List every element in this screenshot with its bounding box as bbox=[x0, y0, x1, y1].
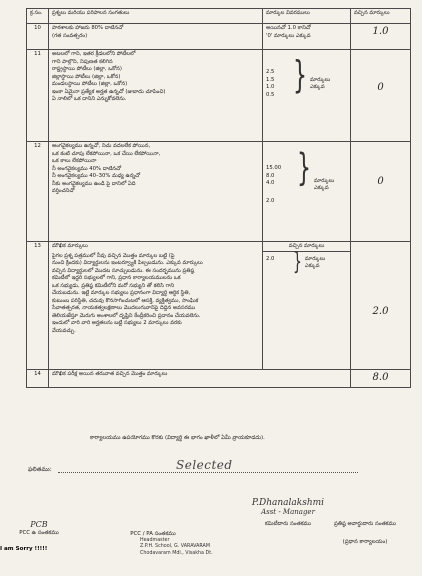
headmaster-stamp bbox=[140, 538, 213, 557]
row-awarded bbox=[351, 24, 411, 50]
handwritten-mark: 8.0 bbox=[372, 372, 389, 383]
result-value: Selected bbox=[176, 458, 233, 472]
row-detail-line: పైగల ప్రశ్న పత్రములో నీవు వచ్చిన మొత్తం మార్కుల బట్టి (పై bbox=[52, 252, 175, 259]
row-details bbox=[49, 50, 263, 142]
criteria-label: మార్కులు bbox=[304, 255, 326, 262]
left-signature-scribble: PCB bbox=[30, 520, 48, 529]
criteria-value: 1.0 bbox=[266, 84, 275, 91]
row-criteria bbox=[263, 242, 351, 370]
row-detail-line: నుంచి క్రిందకు) విద్యార్థులను ఇంటర్వ్యూకి పిల్చబడును. ఎక్కువ మార్కులు bbox=[52, 260, 203, 267]
row-detail-line: రాష్ట్రస్థాయి పోటీలు (జిల్లా, ఒకోన) bbox=[52, 66, 122, 73]
header-details: ప్రశ్నలు మరియు పరిపాలన సంగతులు bbox=[49, 9, 263, 24]
handwritten-mark: 0 bbox=[377, 82, 384, 93]
table-header-row bbox=[27, 9, 411, 24]
header-awarded: వచ్చిన మార్కులు bbox=[351, 9, 411, 24]
row-detail-line: ఇందులో వారి వారి అర్హతలను బట్టి సభ్యులు 2 మార్కులు వరకు bbox=[52, 320, 182, 327]
row-detail-line: వచ్చిన విద్యార్థులలో మొదట సూచ్చుబడును. ఈ సందర్భమును ప్రతిష్ఠ bbox=[52, 267, 195, 274]
footer-caption: I am Sorry !!!!! bbox=[0, 546, 48, 552]
row-awarded bbox=[351, 242, 411, 370]
table-row bbox=[27, 370, 411, 388]
criteria-value: 2.0 bbox=[266, 197, 275, 204]
criteria-value: 15.00 bbox=[266, 165, 282, 171]
row-detail-line: తెలియజేస్తూ మెరుగు అంశాలలో దృష్టిని కేంద్రీకరించి ప్రదానం చేయవలెను. bbox=[52, 312, 201, 319]
criteria-value: 4.0 bbox=[266, 180, 275, 187]
handwritten-mark: 0 bbox=[377, 176, 384, 187]
header-no: క్ర.సం. bbox=[27, 9, 49, 24]
row-detail-line: కుటుంబ పరిస్థితి, చదువు కొనసాగించుటలో ఆసక్తి, వ్యక్తిత్వము, సాంఘిక bbox=[52, 297, 199, 304]
row-detail-line: కమిటీలో ఇద్దరి సభ్యులలో గాని, ప్రధాన కార్యాలయములను ఒక bbox=[52, 275, 181, 282]
row-detail-line: నీకు అంగవైకల్యము ఉండి పై దానిలో ఏది bbox=[52, 180, 136, 187]
row-criteria bbox=[263, 24, 351, 50]
row-awarded bbox=[351, 142, 411, 242]
row-detail-line: చేయబడును. ఇట్టి మార్కుల సభ్యులు ప్రధానంగా విద్యార్థి ఆర్థిక స్థితి, bbox=[52, 290, 191, 297]
row-criteria bbox=[263, 142, 351, 242]
header-criteria: మార్కుల వివరములు bbox=[263, 9, 351, 24]
row-detail-line: గాని పాల్గొని, నిపుణత కలిగిన bbox=[52, 58, 113, 65]
result-label: ఫలితము: bbox=[28, 466, 52, 473]
row-details bbox=[49, 142, 263, 242]
row-details bbox=[49, 24, 263, 50]
row-detail-line: ఒక కాలు లేకపోయినా bbox=[52, 158, 97, 165]
criteria-label: ఎక్కువ bbox=[304, 263, 320, 270]
criteria-label: ఎక్కువ bbox=[310, 84, 325, 91]
criteria-value: 8.0 bbox=[266, 172, 275, 179]
table-row bbox=[27, 50, 411, 142]
row-detail-line: వేయవచ్చు. bbox=[52, 327, 76, 334]
criteria-label: మార్కులు bbox=[314, 177, 335, 184]
row-detail-line: మండలస్థాయి పోటీలు (జిల్లా, ఒకోన) bbox=[52, 81, 128, 88]
result-dotted-line bbox=[58, 472, 358, 473]
criteria-label: మార్కులు bbox=[310, 76, 331, 83]
row-detail-line: (గత సంవత్సరం) bbox=[52, 32, 88, 39]
row-detail-line: జిల్లాస్థాయి పోటీలు (జిల్లా, ఒకోన) bbox=[52, 73, 121, 80]
stamp-line: Z.P.H. School, G. VARAVARAM bbox=[140, 544, 210, 550]
brace-symbol: } bbox=[293, 248, 302, 276]
criteria-value: 2.0 bbox=[266, 255, 275, 262]
row-number: 12 bbox=[27, 142, 49, 242]
stamp-line: Headmaster bbox=[140, 538, 170, 543]
criteria-line: '0' మార్కులు ఎక్కువ bbox=[266, 32, 311, 39]
row-detail-line: ఒక సభ్యుడు, ప్రతిష్ఠ కమిటీలోని మరో సభ్యుని తో కలిసి గాని bbox=[52, 282, 175, 289]
row-number: 14 bbox=[27, 370, 49, 388]
row-number: 11 bbox=[27, 50, 49, 142]
row-awarded bbox=[351, 370, 411, 388]
row-detail-line: నీ అంగవైకల్యము 40% దాటినచో bbox=[52, 165, 122, 172]
brace-symbol: } bbox=[297, 147, 311, 191]
left-signature bbox=[14, 520, 64, 537]
criteria-label: ఎక్కువ bbox=[314, 185, 329, 192]
row-detail-line: వర్తించనిచో bbox=[52, 188, 75, 195]
middle-signature-label: PCC / PA సంతకము bbox=[130, 531, 176, 537]
table-row bbox=[27, 242, 411, 370]
evaluation-table bbox=[26, 8, 411, 388]
far-right-signature-sub: (ప్రధాన కార్యాలయం) bbox=[342, 539, 388, 545]
row-detail-line: మౌఖిక పరీక్ష అయిన తరువాత వచ్చిన మొత్తం మార్కులు bbox=[52, 371, 168, 377]
office-use-note: కార్యాలయము ఉపయోగము కొరకు (విద్యార్థి ఈ భాగం ఖాళీలో ఏమీ వ్రాయకూడదు). bbox=[90, 435, 265, 441]
row-number: 10 bbox=[27, 24, 49, 50]
row-details bbox=[49, 370, 351, 388]
left-signature-label: PCC ఉ సంతకము bbox=[19, 530, 59, 536]
row-detail-line: ఒక కంటి చూపు లేకపోయినా, ఒక చేయి లేకపోయినా, bbox=[52, 150, 161, 157]
row-awarded bbox=[351, 50, 411, 142]
row-detail-line: అంగవైకల్యము ఉన్నచో, నిచు వదలలేక పోయిన, bbox=[52, 143, 151, 149]
row-title: మౌఖిక మార్కులు bbox=[52, 243, 88, 249]
stamp-line: Chodavaram Mdl., Visakha Dt. bbox=[140, 550, 213, 556]
row-detail-line: నీ అంగవైకల్యము 40–30% మధ్య ఉన్నచో bbox=[52, 173, 141, 180]
right-signature-label: కమిటీదారు సంతకము bbox=[264, 521, 312, 527]
table-row bbox=[27, 142, 411, 242]
criteria-value: 1.5 bbox=[266, 76, 275, 83]
criteria-value: 2.5 bbox=[266, 69, 275, 75]
row-details bbox=[49, 242, 263, 370]
criteria-line: అయినచో 1.0 కానిచో bbox=[266, 25, 311, 31]
far-right-signature-label: ప్రతిష్ఠ అవార్డుదారు సంతకము bbox=[333, 521, 397, 527]
brace-symbol: } bbox=[293, 55, 307, 98]
row-detail-line: పాఠశాలకు హాజరు 80% దాటినచో bbox=[52, 25, 124, 31]
row-criteria bbox=[263, 50, 351, 142]
row-detail-line: ఇంకా ఏమైనా ప్రత్యేక అర్హత ఉన్నచో (జుబాదు చూపించి) bbox=[52, 88, 166, 95]
row-detail-line: సేవాతత్పరత, నాయకత్వలక్షణాలు మొదలుగువానిపై దిద్దిన అవసరము bbox=[52, 305, 196, 312]
far-right-signature bbox=[320, 520, 410, 546]
middle-signature bbox=[108, 530, 198, 538]
table-row bbox=[27, 24, 411, 50]
right-signature-scribble: Asst - Manager bbox=[261, 508, 315, 516]
criteria-subheader: వచ్చిన మార్కులు bbox=[263, 243, 350, 252]
row-detail-line: ఏ నాలిలో ఒక దానిని ఎన్నుకోవలెను. bbox=[52, 96, 127, 103]
handwritten-mark: 1.0 bbox=[372, 26, 389, 37]
handwritten-mark: 2.0 bbox=[372, 306, 389, 317]
right-signature-scribble: P.Dhanalakshmi bbox=[251, 498, 325, 508]
row-detail-line: అటలలో గాని, ఇతర క్రీడలలోని పోటీలలో bbox=[52, 51, 136, 57]
row-number: 13 bbox=[27, 242, 49, 370]
criteria-value: 0.5 bbox=[266, 91, 275, 98]
